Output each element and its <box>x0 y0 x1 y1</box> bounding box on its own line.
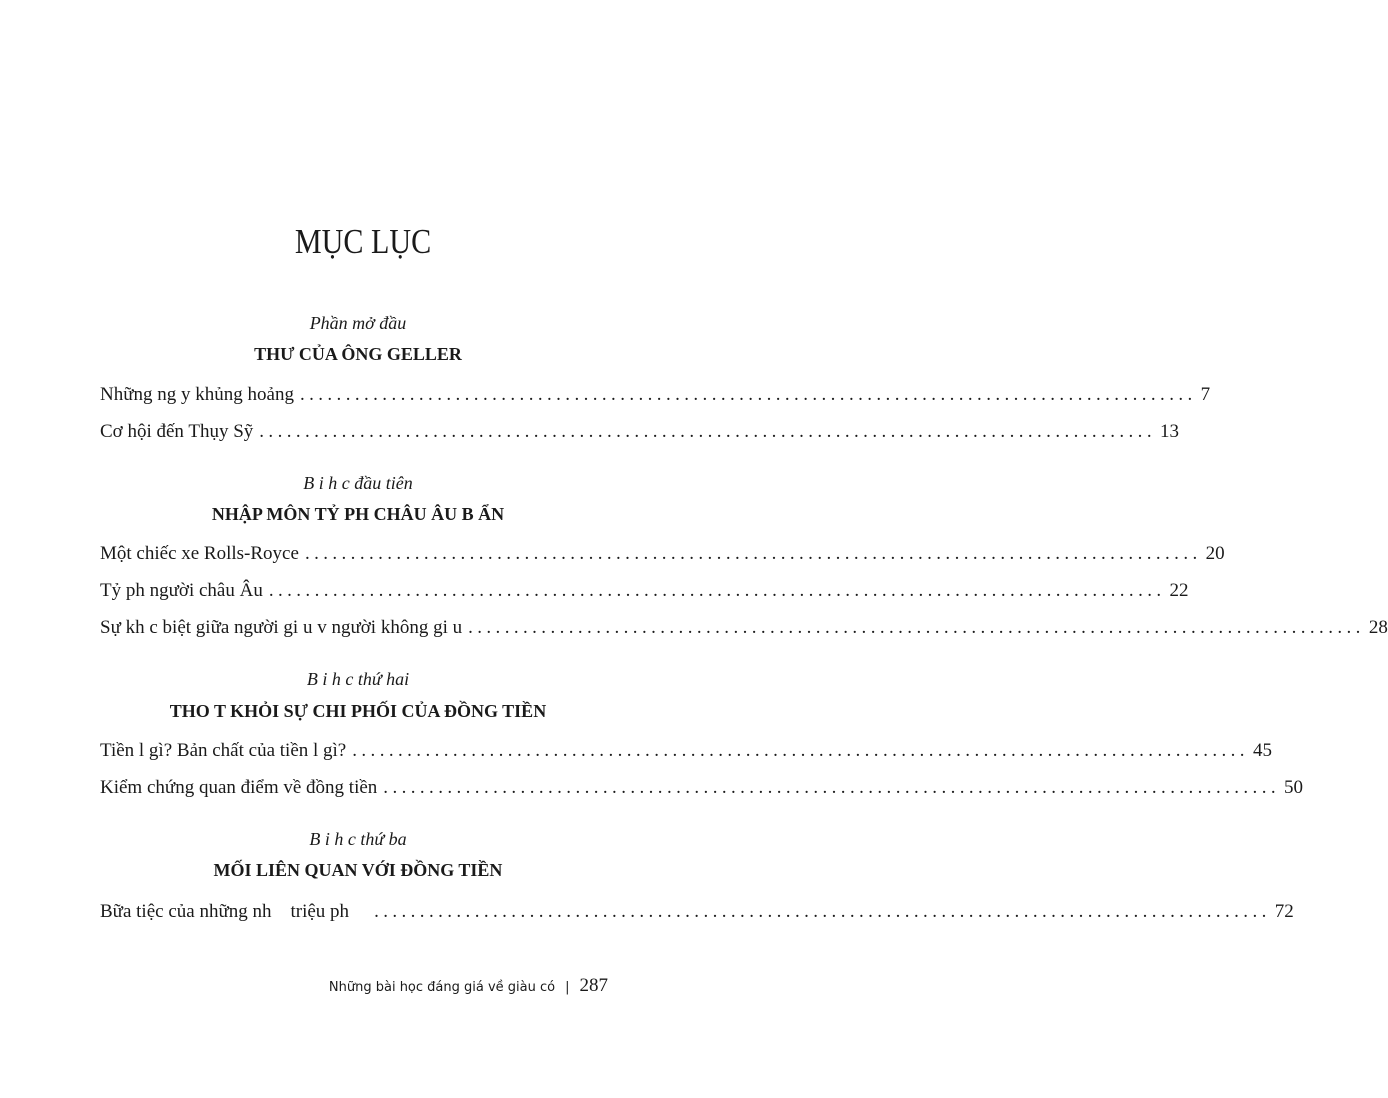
toc-entry <box>100 580 1189 606</box>
toc-entry-label: Một chiếc xe Rolls-Royce <box>100 543 299 564</box>
toc-entry-page: 20 <box>1205 543 1225 564</box>
toc-entry-label: Sự kh c biệt giữa người gi u v người không gi u <box>100 617 463 638</box>
dot-leader: .................................................................................................. <box>352 740 1249 761</box>
page-title: MỤC LỤC <box>294 222 432 261</box>
toc-entry <box>100 543 1225 569</box>
running-title: Những bài học đáng giá về giàu có <box>328 980 556 995</box>
toc-entry-label: Tỷ ph người châu Âu <box>100 580 263 601</box>
toc-entry <box>100 421 1179 447</box>
toc-entry-page: 45 <box>1252 740 1272 761</box>
section-subtitle: B i h c thứ hai <box>306 669 410 689</box>
dot-leader: .................................................................................................. <box>304 543 1202 564</box>
toc-entry-page: 72 <box>1274 901 1294 922</box>
toc-entry-page: 7 <box>1200 384 1211 405</box>
section-subtitle: Phần mở đầu <box>309 313 407 333</box>
dot-leader: .................................................................................................. <box>383 777 1280 798</box>
toc-entry <box>100 384 1211 410</box>
toc-entry-page: 50 <box>1284 777 1303 798</box>
toc-entry <box>100 617 1388 643</box>
toc-entry-label: Tiền l gì? Bản chất của tiền l gì? <box>100 740 347 761</box>
section-subtitle: B i h c thứ ba <box>309 829 407 849</box>
dot-leader: .................................................................................................. <box>268 580 1166 601</box>
toc-entry <box>100 740 1272 766</box>
toc-entry-label: Cơ hội đến Thụy Sỹ <box>100 421 254 442</box>
dot-leader: .................................................................................................. <box>468 617 1365 638</box>
toc-entry-page: 28 <box>1368 617 1388 638</box>
section-heading: THƯ CỦA ÔNG GELLER <box>254 344 462 364</box>
dot-leader: .................................................................................................. <box>374 901 1271 922</box>
toc-entry <box>100 777 1303 803</box>
page-footer <box>329 975 608 997</box>
dot-leader: .................................................................................................. <box>299 384 1197 405</box>
toc-entry-label: Những ng y khủng hoảng <box>100 384 294 405</box>
toc-entry-label: Bữa tiệc của những nh triệu ph <box>100 901 369 922</box>
toc-entry-page: 13 <box>1159 421 1179 442</box>
toc-entry-page: 22 <box>1169 580 1189 601</box>
section-heading: NHẬP MÔN TỶ PH CHÂU ÂU B ẨN <box>211 504 505 524</box>
footer-separator: | <box>565 980 570 995</box>
page-number: 287 <box>579 975 608 996</box>
toc-entry-label: Kiểm chứng quan điểm về đồng tiền <box>100 777 378 798</box>
section-heading: THO T KHỎI SỰ CHI PHỐI CỦA ĐỒNG TIỀN <box>169 701 547 721</box>
dot-leader: .................................................................................................. <box>259 421 1156 442</box>
toc-entry <box>100 901 1294 927</box>
section-subtitle: B i h c đầu tiên <box>303 473 413 493</box>
section-heading: MỐI LIÊN QUAN VỚI ĐỒNG TIỀN <box>213 860 503 880</box>
